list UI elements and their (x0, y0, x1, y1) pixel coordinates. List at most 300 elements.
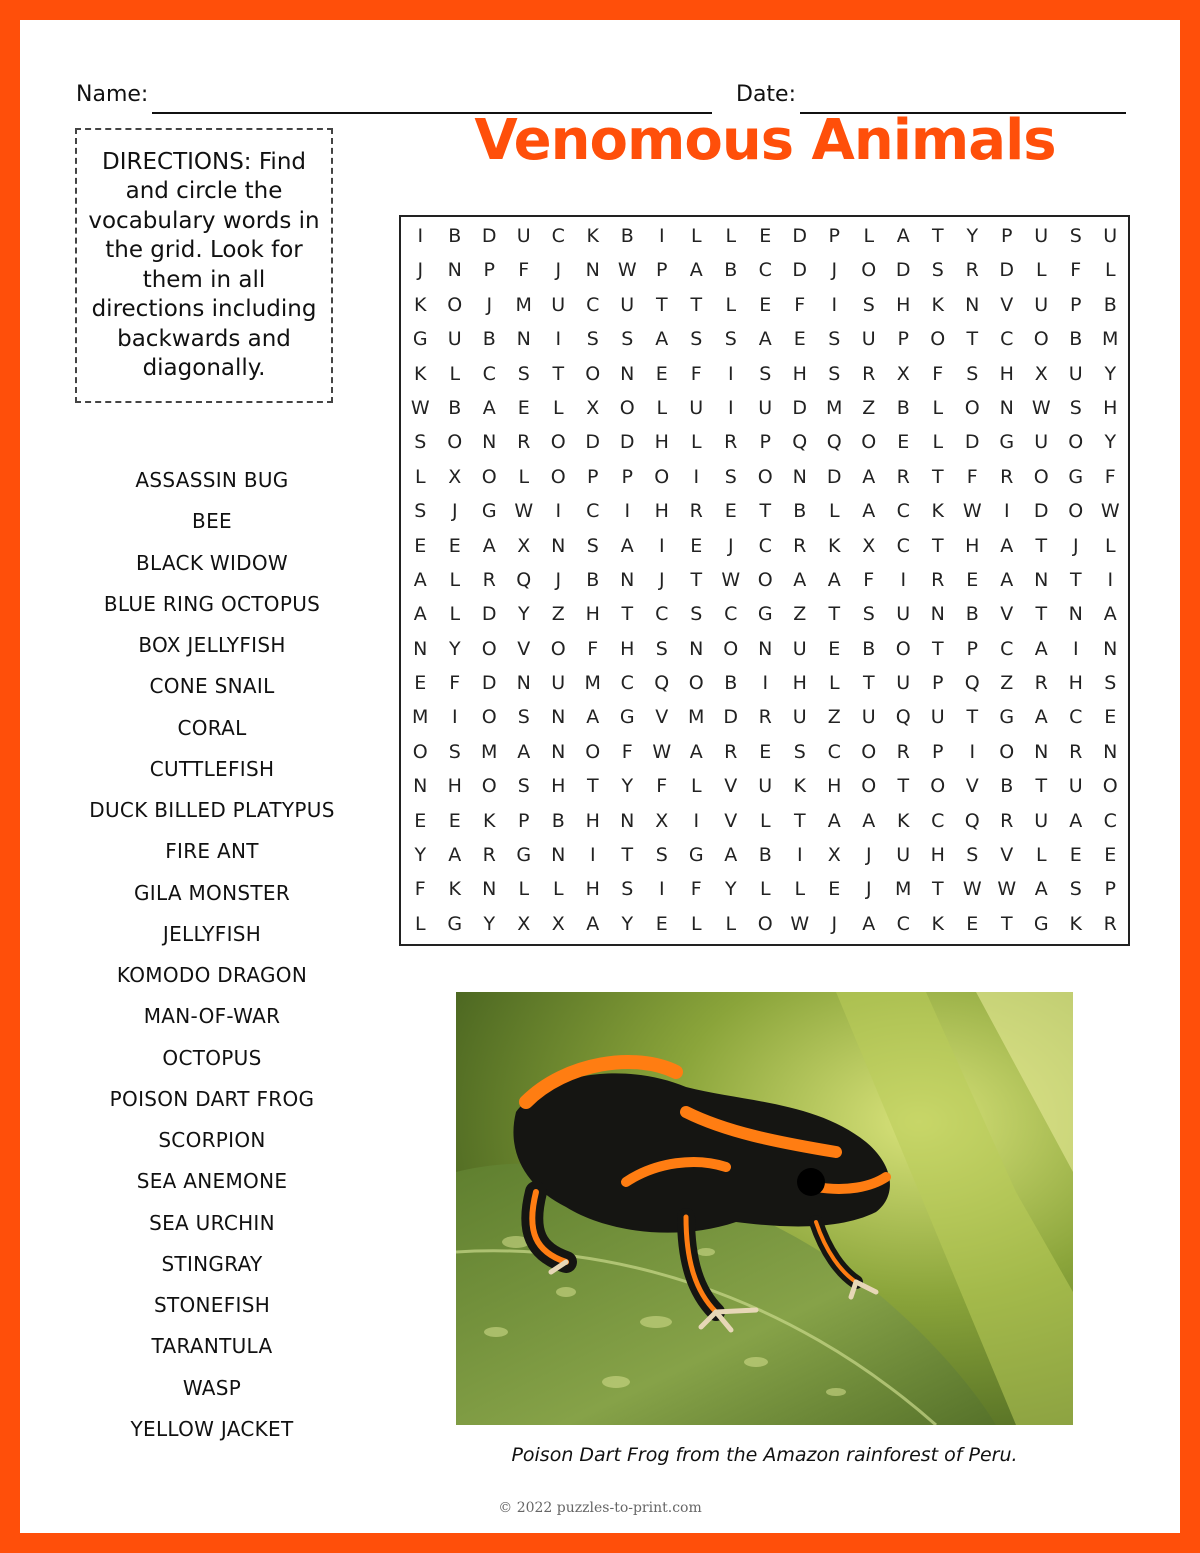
grid-letter[interactable]: S (1069, 396, 1082, 419)
grid-letter[interactable]: S (655, 637, 668, 660)
grid-letter[interactable]: A (655, 328, 669, 351)
grid-letter[interactable]: N (965, 293, 980, 316)
grid-letter[interactable]: O (550, 465, 566, 488)
grid-letter[interactable]: L (518, 878, 530, 901)
grid-letter[interactable]: S (862, 603, 875, 626)
grid-letter[interactable]: H (585, 878, 600, 901)
grid-letter[interactable]: S (724, 465, 737, 488)
grid-letter[interactable]: A (1069, 809, 1083, 832)
grid-letter[interactable]: L (863, 225, 875, 247)
grid-letter[interactable]: H (654, 431, 669, 454)
grid-letter[interactable]: E (793, 328, 806, 351)
grid-letter[interactable]: M (1102, 328, 1119, 351)
grid-letter[interactable]: U (447, 328, 462, 351)
grid-letter[interactable]: O (757, 568, 773, 591)
grid-letter[interactable]: U (1034, 809, 1049, 832)
grid-letter[interactable]: V (1000, 603, 1014, 626)
grid-letter[interactable]: T (966, 706, 979, 729)
grid-letter[interactable]: B (1069, 328, 1083, 351)
grid-letter[interactable]: D (1033, 500, 1049, 523)
grid-letter[interactable]: B (1103, 293, 1117, 316)
grid-letter[interactable]: W (962, 500, 982, 523)
grid-letter[interactable]: U (689, 396, 704, 419)
grid-letter[interactable]: C (1069, 706, 1083, 729)
grid-letter[interactable]: H (551, 775, 566, 798)
grid-letter[interactable]: W (1100, 500, 1120, 523)
grid-letter[interactable]: V (1000, 844, 1014, 867)
grid-letter[interactable]: N (551, 844, 566, 867)
grid-letter[interactable]: O (481, 637, 497, 660)
grid-letter[interactable]: B (724, 259, 738, 282)
grid-letter[interactable]: A (413, 603, 427, 626)
grid-letter[interactable]: L (690, 225, 702, 247)
grid-letter[interactable]: F (449, 672, 461, 695)
grid-letter[interactable]: B (448, 225, 462, 247)
grid-letter[interactable]: U (620, 293, 635, 316)
grid-letter[interactable]: P (518, 809, 530, 832)
grid-letter[interactable]: K (931, 912, 944, 935)
grid-letter[interactable]: F (587, 637, 599, 660)
grid-letter[interactable]: T (931, 878, 944, 901)
grid-letter[interactable]: K (448, 878, 461, 901)
grid-letter[interactable]: Q (826, 431, 842, 454)
grid-letter[interactable]: I (1107, 568, 1114, 591)
grid-letter[interactable]: Z (862, 396, 876, 419)
grid-letter[interactable]: H (1068, 672, 1083, 695)
grid-letter[interactable]: C (931, 809, 945, 832)
grid-letter[interactable]: H (896, 293, 911, 316)
grid-letter[interactable]: N (413, 637, 428, 660)
grid-letter[interactable]: G (412, 328, 428, 351)
grid-letter[interactable]: O (481, 775, 497, 798)
grid-letter[interactable]: P (656, 259, 668, 282)
grid-letter[interactable]: X (655, 809, 669, 832)
grid-letter[interactable]: W (790, 912, 810, 935)
grid-letter[interactable]: U (1068, 775, 1083, 798)
grid-letter[interactable]: T (931, 465, 944, 488)
grid-letter[interactable]: C (1000, 328, 1014, 351)
grid-letter[interactable]: J (555, 568, 562, 591)
grid-letter[interactable]: D (999, 259, 1015, 282)
grid-letter[interactable]: F (414, 878, 426, 901)
grid-letter[interactable]: H (930, 844, 945, 867)
grid-letter[interactable]: L (449, 568, 461, 591)
grid-letter[interactable]: O (757, 912, 773, 935)
grid-letter[interactable]: O (1102, 775, 1118, 798)
grid-letter[interactable]: W (962, 878, 982, 901)
grid-letter[interactable]: P (483, 259, 495, 282)
grid-letter[interactable]: S (448, 740, 461, 763)
grid-letter[interactable]: A (1000, 534, 1014, 557)
grid-letter[interactable]: L (725, 225, 737, 247)
grid-letter[interactable]: Q (654, 672, 670, 695)
grid-letter[interactable]: O (930, 328, 946, 351)
grid-letter[interactable]: H (792, 672, 807, 695)
grid-letter[interactable]: A (862, 809, 876, 832)
grid-letter[interactable]: H (792, 362, 807, 385)
grid-letter[interactable]: O (861, 740, 877, 763)
grid-letter[interactable]: L (828, 672, 840, 695)
grid-letter[interactable]: O (619, 396, 635, 419)
grid-letter[interactable]: H (447, 775, 462, 798)
grid-letter[interactable]: E (414, 672, 427, 695)
grid-letter[interactable]: K (586, 225, 599, 247)
grid-letter[interactable]: O (585, 740, 601, 763)
grid-letter[interactable]: E (1104, 844, 1117, 867)
grid-letter[interactable]: I (831, 293, 838, 316)
grid-letter[interactable]: P (932, 740, 944, 763)
grid-letter[interactable]: B (551, 809, 565, 832)
grid-letter[interactable]: P (897, 328, 909, 351)
grid-letter[interactable]: D (895, 259, 911, 282)
grid-letter[interactable]: R (724, 431, 738, 454)
grid-letter[interactable]: I (555, 328, 562, 351)
grid-letter[interactable]: A (413, 568, 427, 591)
grid-letter[interactable]: I (796, 844, 803, 867)
grid-letter[interactable]: G (688, 844, 704, 867)
grid-letter[interactable]: D (792, 396, 808, 419)
grid-letter[interactable]: P (966, 637, 978, 660)
grid-letter[interactable]: I (658, 534, 665, 557)
grid-letter[interactable]: K (793, 775, 806, 798)
grid-letter[interactable]: J (831, 259, 838, 282)
grid-letter[interactable]: L (1104, 534, 1116, 557)
grid-letter[interactable]: E (966, 912, 979, 935)
grid-letter[interactable]: L (794, 878, 806, 901)
grid-letter[interactable]: A (482, 396, 496, 419)
grid-letter[interactable]: Y (966, 225, 979, 247)
grid-letter[interactable]: L (725, 293, 737, 316)
grid-letter[interactable]: U (896, 844, 911, 867)
grid-letter[interactable]: A (620, 534, 634, 557)
grid-letter[interactable]: J (865, 844, 872, 867)
grid-letter[interactable]: S (414, 431, 427, 454)
grid-letter[interactable]: C (896, 500, 910, 523)
grid-letter[interactable]: C (896, 534, 910, 557)
grid-letter[interactable]: N (758, 637, 773, 660)
grid-letter[interactable]: R (931, 568, 945, 591)
grid-letter[interactable]: U (1068, 362, 1083, 385)
grid-letter[interactable]: X (448, 465, 462, 488)
grid-letter[interactable]: X (1034, 362, 1048, 385)
grid-letter[interactable]: Y (483, 912, 496, 935)
grid-letter[interactable]: P (1104, 878, 1116, 901)
grid-letter[interactable]: N (551, 706, 566, 729)
grid-letter[interactable]: W (514, 500, 534, 523)
grid-letter[interactable]: G (757, 603, 773, 626)
grid-letter[interactable]: S (966, 362, 979, 385)
grid-letter[interactable]: Y (1104, 431, 1117, 454)
grid-letter[interactable]: I (762, 672, 769, 695)
grid-letter[interactable]: L (1035, 259, 1047, 282)
grid-letter[interactable]: I (693, 809, 700, 832)
grid-letter[interactable]: I (727, 396, 734, 419)
grid-letter[interactable]: F (690, 362, 702, 385)
grid-letter[interactable]: U (792, 706, 807, 729)
grid-letter[interactable]: H (1103, 396, 1118, 419)
grid-letter[interactable]: E (690, 534, 703, 557)
grid-letter[interactable]: C (724, 603, 738, 626)
grid-letter[interactable]: R (689, 500, 703, 523)
grid-letter[interactable]: C (551, 225, 565, 247)
grid-letter[interactable]: D (619, 431, 635, 454)
grid-letter[interactable]: F (966, 465, 978, 488)
grid-letter[interactable]: A (758, 328, 772, 351)
grid-letter[interactable]: S (690, 328, 703, 351)
grid-letter[interactable]: M (412, 706, 429, 729)
grid-letter[interactable]: E (828, 878, 841, 901)
grid-letter[interactable]: S (586, 534, 599, 557)
grid-letter[interactable]: C (620, 672, 634, 695)
grid-letter[interactable]: A (862, 465, 876, 488)
grid-letter[interactable]: W (721, 568, 741, 591)
grid-letter[interactable]: E (448, 809, 461, 832)
grid-letter[interactable]: D (826, 465, 842, 488)
grid-letter[interactable]: A (1034, 706, 1048, 729)
grid-letter[interactable]: N (1103, 740, 1118, 763)
grid-letter[interactable]: I (658, 878, 665, 901)
grid-letter[interactable]: A (482, 534, 496, 557)
grid-letter[interactable]: S (759, 362, 772, 385)
grid-letter[interactable]: Z (793, 603, 807, 626)
grid-letter[interactable]: Q (516, 568, 532, 591)
grid-letter[interactable]: S (414, 500, 427, 523)
grid-letter[interactable]: L (1104, 259, 1116, 282)
grid-letter[interactable]: F (1104, 465, 1116, 488)
grid-letter[interactable]: N (1068, 603, 1083, 626)
grid-letter[interactable]: Y (621, 775, 634, 798)
grid-letter[interactable]: G (999, 431, 1015, 454)
grid-letter[interactable]: D (964, 431, 980, 454)
grid-letter[interactable]: A (689, 259, 703, 282)
grid-letter[interactable]: P (828, 225, 840, 247)
grid-letter[interactable]: N (482, 431, 497, 454)
grid-letter[interactable]: C (482, 362, 496, 385)
grid-letter[interactable]: N (516, 328, 531, 351)
grid-letter[interactable]: U (896, 672, 911, 695)
grid-letter[interactable]: L (552, 878, 564, 901)
grid-letter[interactable]: X (551, 912, 565, 935)
grid-letter[interactable]: F (621, 740, 633, 763)
grid-letter[interactable]: R (482, 844, 496, 867)
grid-letter[interactable]: W (1031, 396, 1051, 419)
grid-letter[interactable]: H (585, 603, 600, 626)
grid-letter[interactable]: T (1035, 775, 1048, 798)
grid-letter[interactable]: I (727, 362, 734, 385)
grid-letter[interactable]: A (1103, 603, 1117, 626)
grid-letter[interactable]: L (932, 431, 944, 454)
grid-letter[interactable]: T (897, 775, 910, 798)
grid-letter[interactable]: S (586, 328, 599, 351)
grid-letter[interactable]: U (758, 396, 773, 419)
grid-letter[interactable]: L (552, 396, 564, 419)
grid-letter[interactable]: L (690, 431, 702, 454)
grid-letter[interactable]: U (861, 706, 876, 729)
grid-letter[interactable]: T (966, 328, 979, 351)
grid-letter[interactable]: O (654, 465, 670, 488)
grid-letter[interactable]: U (896, 603, 911, 626)
grid-letter[interactable]: F (1070, 259, 1082, 282)
grid-letter[interactable]: R (724, 740, 738, 763)
grid-letter[interactable]: K (1069, 912, 1082, 935)
grid-letter[interactable]: L (1035, 844, 1047, 867)
grid-letter[interactable]: Y (1104, 362, 1117, 385)
grid-letter[interactable]: U (1103, 225, 1118, 247)
grid-letter[interactable]: K (414, 362, 427, 385)
grid-letter[interactable]: T (828, 603, 841, 626)
grid-letter[interactable]: A (448, 844, 462, 867)
grid-letter[interactable]: W (652, 740, 672, 763)
grid-letter[interactable]: T (931, 225, 944, 247)
grid-letter[interactable]: B (793, 500, 807, 523)
grid-letter[interactable]: E (448, 534, 461, 557)
grid-letter[interactable]: E (1104, 706, 1117, 729)
grid-letter[interactable]: E (724, 500, 737, 523)
grid-letter[interactable]: Q (895, 706, 911, 729)
grid-letter[interactable]: J (727, 534, 734, 557)
grid-letter[interactable]: Z (1000, 672, 1014, 695)
grid-letter[interactable]: S (828, 328, 841, 351)
grid-letter[interactable]: G (1068, 465, 1084, 488)
grid-letter[interactable]: Q (964, 672, 980, 695)
grid-letter[interactable]: O (481, 706, 497, 729)
grid-letter[interactable]: R (1103, 912, 1117, 935)
grid-letter[interactable]: J (486, 293, 493, 316)
grid-letter[interactable]: J (831, 912, 838, 935)
grid-letter[interactable]: C (655, 603, 669, 626)
grid-letter[interactable]: N (999, 396, 1014, 419)
grid-letter[interactable]: N (792, 465, 807, 488)
grid-letter[interactable]: V (1000, 293, 1014, 316)
grid-letter[interactable]: T (1000, 912, 1013, 935)
grid-letter[interactable]: L (656, 396, 668, 419)
grid-letter[interactable]: O (964, 396, 980, 419)
grid-letter[interactable]: B (1000, 775, 1014, 798)
grid-letter[interactable]: L (932, 396, 944, 419)
grid-letter[interactable]: L (828, 500, 840, 523)
grid-letter[interactable]: F (794, 293, 806, 316)
grid-letter[interactable]: F (863, 568, 875, 591)
grid-letter[interactable]: E (414, 809, 427, 832)
grid-letter[interactable]: N (585, 259, 600, 282)
grid-letter[interactable]: Y (448, 637, 461, 660)
grid-letter[interactable]: S (621, 878, 634, 901)
grid-letter[interactable]: O (1033, 465, 1049, 488)
grid-letter[interactable]: I (555, 500, 562, 523)
grid-letter[interactable]: G (999, 706, 1015, 729)
grid-letter[interactable]: F (690, 878, 702, 901)
grid-letter[interactable]: L (449, 362, 461, 385)
grid-letter[interactable]: V (655, 706, 669, 729)
grid-letter[interactable]: T (552, 362, 565, 385)
grid-letter[interactable]: R (482, 568, 496, 591)
grid-letter[interactable]: O (757, 465, 773, 488)
grid-letter[interactable]: M (481, 740, 498, 763)
grid-letter[interactable]: P (587, 465, 599, 488)
grid-letter[interactable]: O (481, 465, 497, 488)
grid-letter[interactable]: A (793, 568, 807, 591)
grid-letter[interactable]: T (759, 500, 772, 523)
grid-letter[interactable]: O (895, 637, 911, 660)
grid-letter[interactable]: O (447, 293, 463, 316)
grid-letter[interactable]: D (481, 225, 497, 247)
grid-letter[interactable]: A (1000, 568, 1014, 591)
grid-letter[interactable]: A (586, 912, 600, 935)
grid-letter[interactable]: W (617, 259, 637, 282)
grid-letter[interactable]: N (930, 603, 945, 626)
grid-letter[interactable]: L (690, 912, 702, 935)
grid-letter[interactable]: I (900, 568, 907, 591)
grid-letter[interactable]: S (1069, 878, 1082, 901)
grid-letter[interactable]: V (517, 637, 531, 660)
grid-letter[interactable]: Z (551, 603, 565, 626)
grid-letter[interactable]: I (658, 225, 665, 247)
grid-letter[interactable]: T (931, 637, 944, 660)
grid-letter[interactable]: I (417, 225, 424, 247)
grid-letter[interactable]: E (897, 431, 910, 454)
grid-letter[interactable]: Y (414, 844, 427, 867)
grid-letter[interactable]: O (1068, 431, 1084, 454)
grid-letter[interactable]: G (481, 500, 497, 523)
grid-letter[interactable]: R (896, 465, 910, 488)
grid-letter[interactable]: R (896, 740, 910, 763)
grid-letter[interactable]: W (410, 396, 430, 419)
grid-letter[interactable]: I (1003, 500, 1010, 523)
grid-letter[interactable]: A (1034, 878, 1048, 901)
grid-letter[interactable]: T (690, 293, 703, 316)
grid-letter[interactable]: E (655, 912, 668, 935)
grid-letter[interactable]: V (724, 775, 738, 798)
grid-letter[interactable]: Q (792, 431, 808, 454)
grid-letter[interactable]: E (759, 293, 772, 316)
grid-letter[interactable]: N (413, 775, 428, 798)
grid-letter[interactable]: N (689, 637, 704, 660)
grid-letter[interactable]: Y (724, 878, 737, 901)
grid-letter[interactable]: U (1034, 431, 1049, 454)
grid-letter[interactable]: A (1034, 637, 1048, 660)
grid-letter[interactable]: V (724, 809, 738, 832)
grid-letter[interactable]: B (482, 328, 496, 351)
grid-letter[interactable]: N (620, 362, 635, 385)
grid-letter[interactable]: P (759, 431, 771, 454)
grid-letter[interactable]: P (1001, 225, 1013, 247)
grid-letter[interactable]: O (1068, 500, 1084, 523)
grid-letter[interactable]: K (897, 809, 910, 832)
grid-letter[interactable]: T (621, 844, 634, 867)
grid-letter[interactable]: L (518, 465, 530, 488)
grid-letter[interactable]: T (1069, 568, 1082, 591)
grid-letter[interactable]: S (621, 328, 634, 351)
grid-letter[interactable]: V (965, 775, 979, 798)
grid-letter[interactable]: O (688, 672, 704, 695)
grid-letter[interactable]: Y (621, 912, 634, 935)
grid-letter[interactable]: C (758, 259, 772, 282)
grid-letter[interactable]: E (759, 740, 772, 763)
grid-letter[interactable]: T (586, 775, 599, 798)
grid-letter[interactable]: S (966, 844, 979, 867)
grid-letter[interactable]: R (517, 431, 531, 454)
grid-letter[interactable]: M (515, 293, 532, 316)
grid-letter[interactable]: B (448, 396, 462, 419)
grid-letter[interactable]: K (931, 293, 944, 316)
grid-letter[interactable]: O (550, 431, 566, 454)
grid-letter[interactable]: I (624, 500, 631, 523)
grid-letter[interactable]: J (555, 259, 562, 282)
grid-letter[interactable]: S (931, 259, 944, 282)
grid-letter[interactable]: S (517, 362, 530, 385)
grid-letter[interactable]: G (1033, 912, 1049, 935)
grid-letter[interactable]: E (414, 534, 427, 557)
